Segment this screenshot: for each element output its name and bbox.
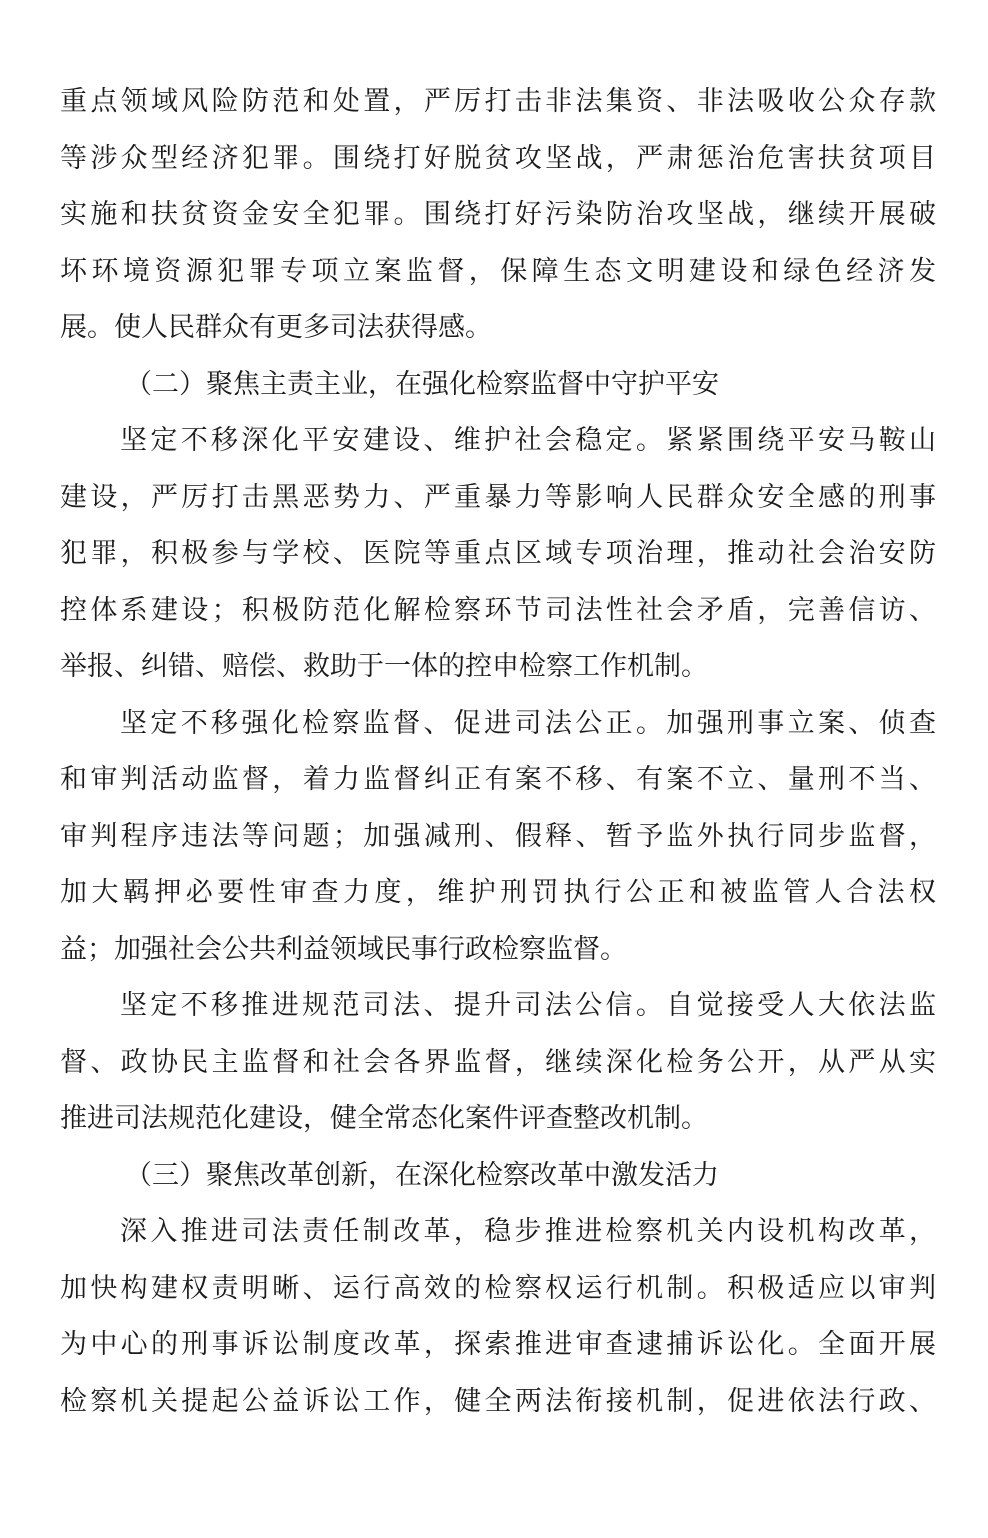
text-line: 深入推进司法责任制改革，稳步推进检察机关内设机构改革，: [120, 1216, 936, 1247]
text-line: 加快构建权责明晰、运行高效的检察权运行机制。积极适应以审判: [60, 1273, 936, 1304]
text-line: 督、政协民主监督和社会各界监督，继续深化检务公开，从严从实: [60, 1047, 936, 1078]
text-line: 建设，严厉打击黑恶势力、严重暴力等影响人民群众安全感的刑事: [60, 482, 936, 513]
text-line: 加大羁押必要性审查力度，维护刑罚执行公正和被监管人合法权: [60, 877, 936, 908]
text-line: 举报、纠错、赔偿、救助于一体的控申检察工作机制。: [60, 651, 708, 682]
section-heading: （二）聚焦主责主业，在强化检察监督中守护平安: [125, 369, 719, 400]
text-line: 坏环境资源犯罪专项立案监督，保障生态文明建设和绿色经济发: [60, 256, 936, 287]
text-line: 重点领域风险防范和处置，严厉打击非法集资、非法吸收公众存款: [60, 86, 936, 117]
text-line: 益；加强社会公共利益领域民事行政检察监督。: [60, 934, 627, 965]
text-line: 展。使人民群众有更多司法获得感。: [60, 312, 492, 343]
text-line: 坚定不移推进规范司法、提升司法公信。自觉接受人大依法监: [120, 990, 936, 1021]
text-line: 推进司法规范化建设，健全常态化案件评查整改机制。: [60, 1103, 708, 1134]
text-line: 坚定不移深化平安建设、维护社会稳定。紧紧围绕平安马鞍山: [120, 425, 936, 456]
text-line: 为中心的刑事诉讼制度改革，探索推进审查逮捕诉讼化。全面开展: [60, 1329, 936, 1360]
section-heading: （三）聚焦改革创新，在深化检察改革中激发活力: [125, 1160, 719, 1191]
text-line: 检察机关提起公益诉讼工作，健全两法衔接机制，促进依法行政、: [60, 1386, 936, 1417]
text-line: 审判程序违法等问题；加强减刑、假释、暂予监外执行同步监督，: [60, 821, 936, 852]
text-line: 控体系建设；积极防范化解检察环节司法性社会矛盾，完善信访、: [60, 595, 936, 626]
text-line: 实施和扶贫资金安全犯罪。围绕打好污染防治攻坚战，继续开展破: [60, 199, 936, 230]
text-line: 和审判活动监督，着力监督纠正有案不移、有案不立、量刑不当、: [60, 764, 936, 795]
text-line: 坚定不移强化检察监督、促进司法公正。加强刑事立案、侦查: [120, 708, 936, 739]
text-line: 等涉众型经济犯罪。围绕打好脱贫攻坚战，严肃惩治危害扶贫项目: [60, 143, 936, 174]
text-line: 犯罪，积极参与学校、医院等重点区域专项治理，推动社会治安防: [60, 538, 936, 569]
